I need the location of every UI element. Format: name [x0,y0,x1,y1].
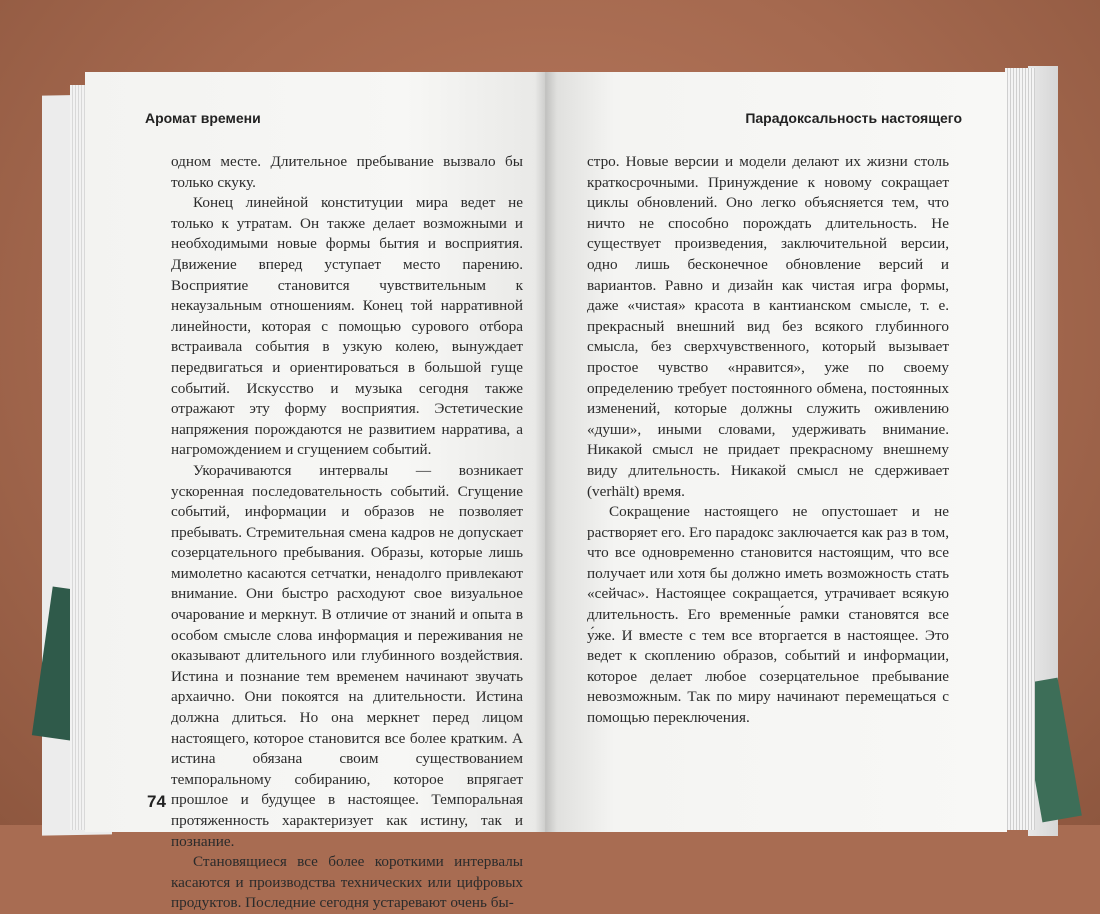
right-page-text [587,152,949,729]
left-page [85,72,545,912]
running-head-right: Парадоксальность настоящего [745,110,962,126]
page-number: 74 [147,792,166,811]
paragraph: Сокращение настоящего не опустошает и не растворяет его. Его парадокс заключается как раз в том, что все одновременно становится настоящим, что все получает или хотя бы должно иметь возможность стать «сейчас». Настоящее сокращается, утрачивает всякую длительность. Его временны́е рамки становятся все у́же. И вместе с тем все вторгается в настоящее. Это ведет к скоплению образов, событий и информации, которое делает любое созерцательное пребывание невозможным. Так по миру начинают перемещаться с помощью переключения. [587,503,949,727]
paragraph: одном месте. Длительное пребывание вызвало бы только скуку. [171,153,523,191]
page-edges-right [1005,68,1035,830]
paragraph: Конец линейной конституции мира ведет не только к утратам. Он также делает возможными и необходимыми новые формы бытия и восприятия. Движение вперед уступает место парению. Восприятие становится чувствительным к некаузальным отношениям. Конец той нарративной линейности, которая с помощью сурового отбора встраивала события в узкую колею, вынуждает передвигаться и ориентироваться в большой гуще событий. Искусство и музыка сегодня также отражают эту форму восприятия. Эстетические напряжения порождаются не развитием нарратива, а нагромождением и сгущением событий. [171,194,523,459]
paragraph: Укорачиваются интервалы — возникает ускоренная последовательность событий. Сгущение событий, информации и образов не позволяет пребывать. Стремительная смена кадров не допускает созерцательного пребывания. Образы, которые лишь мимолетно касаются сетчатки, ненадолго привлекают внимание. Они быстро расходуют свое визуальное очарование и меркнут. В отличие от знаний и опыта в особом смысле слова информация и переживания не оказывают длительного или глубинного воздействия. Истина и познание тем временем начинают звучать архаично. Они покоятся на длительности. Истина должна длиться. Но она меркнет перед лицом настоящего, которое становится все более кратким. А истина обязана своим существованием темпоральному собиранию, которое впрягает прошлое и будущее в настоящее. Темпоральная протяженность характеризует как истину, так и познание. [171,461,523,850]
right-page [545,72,1007,832]
book-gutter-shadow [535,72,557,832]
paragraph: Становящиеся все более короткими интервалы касаются и производства технических или цифровых продуктов. Последние сегодня устаревают очень бы- [171,853,523,912]
running-head-left: Аромат времени [145,110,261,126]
left-page-text [171,152,523,914]
paragraph: стро. Новые версии и модели делают их жизни столь краткосрочными. Принуждение к новому сокращает циклы обновлений. Оно легко объясняется тем, что ничто не способно порождать длительность. Не существует произведения, заключительной версии, одно лишь бесконечное обновление версий и вариантов. Равно и дизайн как чистая игра формы, даже «чистая» красота в кантианском смысле, т. е. прекрасный внешний вид без всякого глубинного смысла, без сверхчувственного, который вызывает простое чувство «нравится», уже по своему определению требует постоянного обмена, постоянных изменений, которые должны служить оживлению «души», иными словами, удерживать внимание. Никакой смысл не придает прекрасному внешнему виду длительность. Никакой смысл не сдерживает (verhält) время. [587,153,949,500]
